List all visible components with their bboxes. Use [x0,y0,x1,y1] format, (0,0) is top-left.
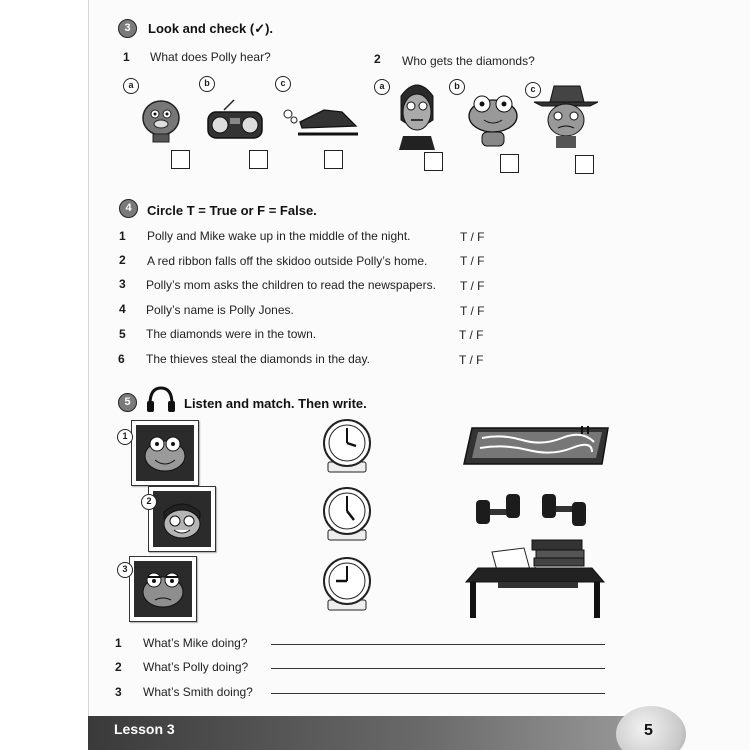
write-q1-answer-line[interactable] [271,644,605,645]
tf-item-3-answer[interactable]: T / F [460,279,485,293]
frog-character-image [464,90,522,148]
headphones-icon [144,384,178,414]
q1-number: 1 [123,50,130,64]
page-footer [0,706,750,750]
lesson-title: Lesson 3 [114,721,175,737]
mike-face-image [141,430,189,476]
clock-2-image [320,486,374,542]
tf-item-5-text: The diamonds were in the town. [146,327,317,341]
skidoo-image [280,102,360,138]
tf-item-5-answer[interactable]: T / F [459,328,484,342]
tf-item-6-text: The thieves steal the diamonds in the day. [146,352,370,366]
photo-1-label: 1 [117,429,133,445]
q1-option-a: a [123,78,139,94]
photo-2-label: 2 [141,494,157,510]
tf-item-1-answer[interactable]: T / F [460,230,485,244]
swimming-pool-image [462,424,610,466]
tf-item-2-answer[interactable]: T / F [460,254,485,268]
tf-item-2-number: 2 [119,253,126,267]
tf-item-4-number: 4 [119,302,126,316]
thief-character-image [393,76,441,150]
tf-item-1-number: 1 [119,229,126,243]
write-q2-number: 2 [115,660,122,674]
tf-item-5-number: 5 [119,327,126,341]
q2-checkbox-c[interactable] [575,155,594,174]
q1-checkbox-c[interactable] [324,150,343,169]
dumbbells-image [474,492,604,528]
q2-checkbox-b[interactable] [500,154,519,173]
q2-number: 2 [374,52,381,66]
smith-face-image [139,566,187,612]
q2-option-b: b [449,79,465,95]
radio-image [204,98,266,142]
clock-1-image [320,418,374,474]
q1-checkbox-b[interactable] [249,150,268,169]
write-q2-answer-line[interactable] [271,668,605,669]
tf-item-6-answer[interactable]: T / F [459,353,484,367]
section-5-number: 5 [118,393,137,412]
section-3-title: Look and check (✓). [148,21,274,36]
q2-option-c: c [525,82,541,98]
write-q1-number: 1 [115,636,122,650]
q2-text: Who gets the diamonds? [402,54,535,68]
write-q3-answer-line[interactable] [271,693,605,694]
photo-3-label: 3 [117,562,133,578]
q1-text: What does Polly hear? [150,50,271,64]
dog-image [135,92,187,144]
tf-item-3-text: Polly’s mom asks the children to read the newspapers. [146,278,436,292]
write-q3-number: 3 [115,685,122,699]
desk-with-books-image [464,538,612,620]
section-4-title: Circle T = True or F = False. [147,203,317,218]
detective-character-image [530,82,602,148]
page-number: 5 [644,722,653,739]
section-3-number: 3 [118,19,137,38]
tf-item-4-text: Polly’s name is Polly Jones. [146,303,294,317]
section-5-title: Listen and match. Then write. [184,396,367,411]
q1-option-b: b [199,76,215,92]
section-4-number: 4 [119,199,138,218]
clock-3-image [320,556,374,612]
tf-item-1-text: Polly and Mike wake up in the middle of the night. [147,229,411,243]
tf-item-4-answer[interactable]: T / F [460,304,485,318]
write-q2-text: What’s Polly doing? [143,660,249,674]
q2-checkbox-a[interactable] [424,152,443,171]
write-q3-text: What’s Smith doing? [143,685,253,699]
write-q1-text: What’s Mike doing? [143,636,248,650]
q1-checkbox-a[interactable] [171,150,190,169]
tf-item-3-number: 3 [119,277,126,291]
tf-item-2-text: A red ribbon falls off the skidoo outside Polly’s home. [147,254,428,268]
q1-option-c: c [275,76,291,92]
q2-option-a: a [374,79,390,95]
tf-item-6-number: 6 [118,352,125,366]
polly-face-image [158,496,206,542]
